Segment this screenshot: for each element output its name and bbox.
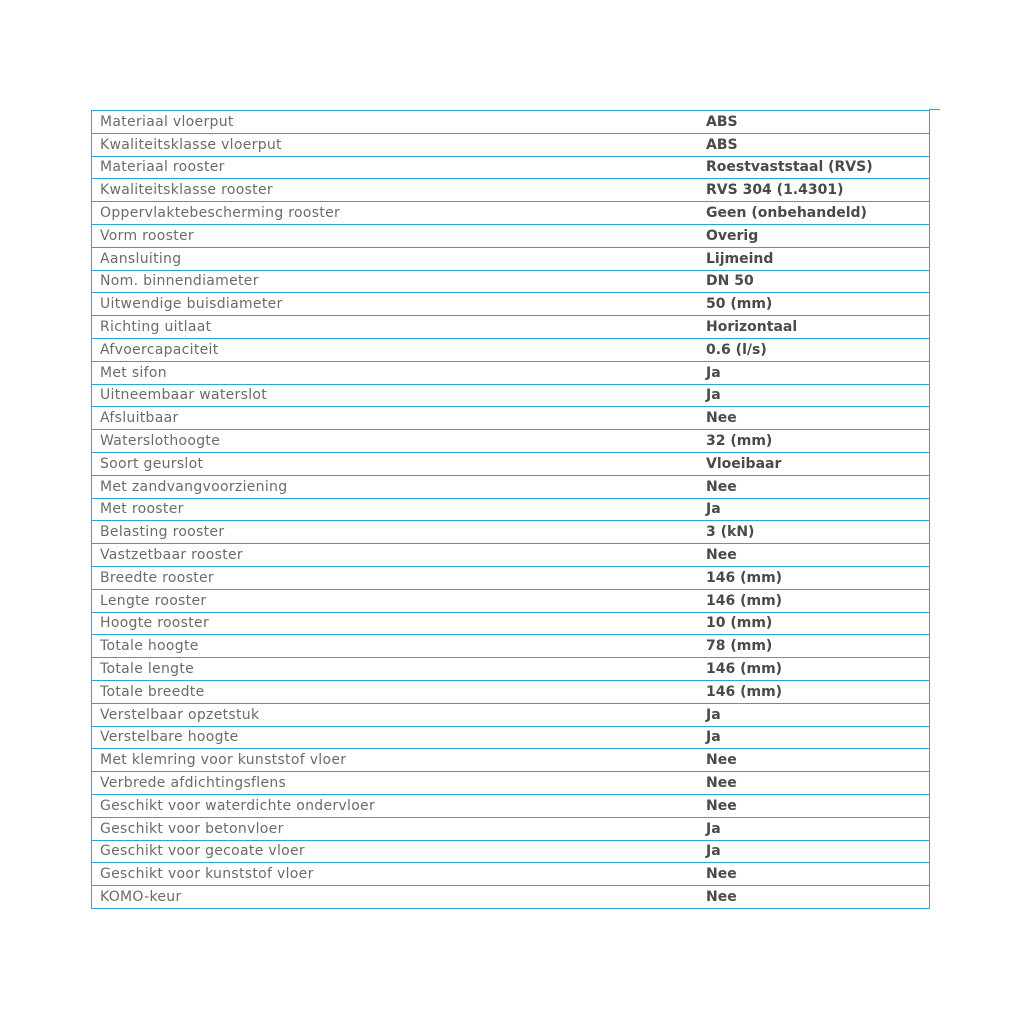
table-row [92, 452, 930, 475]
spec-value: 146 (mm) [698, 680, 930, 703]
table-row [92, 133, 930, 156]
table-row [92, 589, 930, 612]
table-row [92, 772, 930, 795]
spec-value: Nee [698, 544, 930, 567]
spec-value: 146 (mm) [698, 566, 930, 589]
table-row [92, 316, 930, 339]
spec-label: Met klemring voor kunststof vloer [92, 749, 699, 772]
table-row [92, 202, 930, 225]
spec-label: KOMO-keur [92, 886, 699, 909]
spec-label: Totale hoogte [92, 635, 699, 658]
spec-value: Ja [698, 498, 930, 521]
table-row [92, 749, 930, 772]
spec-value: Ja [698, 361, 930, 384]
spec-label: Vorm rooster [92, 224, 699, 247]
table-row [92, 886, 930, 909]
table-row [92, 726, 930, 749]
spec-label: Met rooster [92, 498, 699, 521]
spec-value: 10 (mm) [698, 612, 930, 635]
spec-label: Nom. binnendiameter [92, 270, 699, 293]
spec-label: Met zandvangvoorziening [92, 475, 699, 498]
spec-value: DN 50 [698, 270, 930, 293]
spec-value: ABS [698, 133, 930, 156]
table-row [92, 338, 930, 361]
spec-label: Aansluiting [92, 247, 699, 270]
spec-value: Nee [698, 475, 930, 498]
spec-label: Totale breedte [92, 680, 699, 703]
spec-label: Geschikt voor kunststof vloer [92, 863, 699, 886]
spec-label: Oppervlaktebescherming rooster [92, 202, 699, 225]
spec-value: Ja [698, 726, 930, 749]
spec-value: 146 (mm) [698, 589, 930, 612]
spec-label: Belasting rooster [92, 521, 699, 544]
spec-label: Hoogte rooster [92, 612, 699, 635]
table-row [92, 703, 930, 726]
table-row [92, 817, 930, 840]
table-row [92, 863, 930, 886]
spec-value: Vloeibaar [698, 452, 930, 475]
spec-label: Soort geurslot [92, 452, 699, 475]
table-row [92, 521, 930, 544]
table-row [92, 156, 930, 179]
spec-label: Lengte rooster [92, 589, 699, 612]
specifications-table-body [92, 111, 930, 909]
spec-value: Geen (onbehandeld) [698, 202, 930, 225]
spec-label: Kwaliteitsklasse rooster [92, 179, 699, 202]
specifications-table [91, 110, 930, 909]
spec-value: Roestvaststaal (RVS) [698, 156, 930, 179]
spec-value: Nee [698, 886, 930, 909]
spec-value: Ja [698, 384, 930, 407]
spec-label: Materiaal rooster [92, 156, 699, 179]
spec-value: Ja [698, 703, 930, 726]
table-row [92, 293, 930, 316]
table-row [92, 612, 930, 635]
table-row [92, 794, 930, 817]
spec-label: Afsluitbaar [92, 407, 699, 430]
spec-label: Kwaliteitsklasse vloerput [92, 133, 699, 156]
spec-value: Ja [698, 817, 930, 840]
table-top-accent-line [929, 109, 940, 110]
table-row [92, 111, 930, 134]
table-row [92, 635, 930, 658]
spec-value: Nee [698, 794, 930, 817]
table-row [92, 270, 930, 293]
table-row [92, 680, 930, 703]
spec-label: Verbrede afdichtingsflens [92, 772, 699, 795]
spec-label: Met sifon [92, 361, 699, 384]
spec-value: ABS [698, 111, 930, 134]
spec-value: Horizontaal [698, 316, 930, 339]
table-row [92, 384, 930, 407]
spec-value: 50 (mm) [698, 293, 930, 316]
table-row [92, 430, 930, 453]
spec-label: Richting uitlaat [92, 316, 699, 339]
spec-label: Uitneembaar waterslot [92, 384, 699, 407]
spec-label: Geschikt voor gecoate vloer [92, 840, 699, 863]
spec-label: Uitwendige buisdiameter [92, 293, 699, 316]
spec-value: 3 (kN) [698, 521, 930, 544]
spec-value: Overig [698, 224, 930, 247]
table-row [92, 475, 930, 498]
spec-value: Nee [698, 863, 930, 886]
table-row [92, 566, 930, 589]
spec-value: RVS 304 (1.4301) [698, 179, 930, 202]
spec-label: Waterslothoogte [92, 430, 699, 453]
table-row [92, 179, 930, 202]
table-row [92, 498, 930, 521]
spec-label: Materiaal vloerput [92, 111, 699, 134]
spec-label: Verstelbaar opzetstuk [92, 703, 699, 726]
spec-value: Lijmeind [698, 247, 930, 270]
spec-label: Geschikt voor betonvloer [92, 817, 699, 840]
table-row [92, 361, 930, 384]
table-row [92, 840, 930, 863]
spec-value: 78 (mm) [698, 635, 930, 658]
spec-label: Verstelbare hoogte [92, 726, 699, 749]
table-row [92, 544, 930, 567]
spec-value: 146 (mm) [698, 658, 930, 681]
table-row [92, 658, 930, 681]
spec-label: Vastzetbaar rooster [92, 544, 699, 567]
spec-value: 32 (mm) [698, 430, 930, 453]
spec-value: Nee [698, 407, 930, 430]
spec-value: Nee [698, 749, 930, 772]
spec-label: Geschikt voor waterdichte ondervloer [92, 794, 699, 817]
spec-value: 0.6 (l/s) [698, 338, 930, 361]
spec-value: Ja [698, 840, 930, 863]
table-row [92, 247, 930, 270]
spec-value: Nee [698, 772, 930, 795]
table-row [92, 224, 930, 247]
table-row [92, 407, 930, 430]
spec-label: Afvoercapaciteit [92, 338, 699, 361]
spec-label: Breedte rooster [92, 566, 699, 589]
spec-label: Totale lengte [92, 658, 699, 681]
